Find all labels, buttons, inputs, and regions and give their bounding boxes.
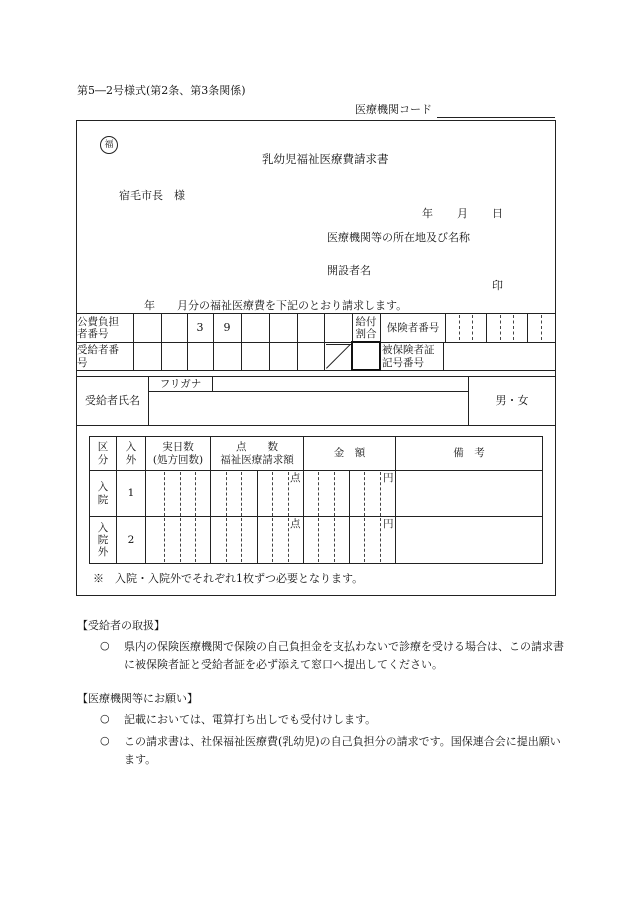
payer-number-label: 公費負担 者番号 — [77, 315, 119, 340]
id-grid-top — [76, 313, 556, 314]
gender-label: 男・女 — [495, 393, 529, 407]
table-note: ※ 入院・入院外でそれぞれ1枚ずつ必要となります。 — [93, 572, 364, 585]
date-year-label: 年 — [422, 207, 433, 220]
institution-note-2-text: この請求書は、社保福祉医療費(乳幼児)の自己負担分の請求です。国保連合会に提出願います。 — [124, 735, 561, 766]
row-outpatient-code: 2 — [127, 533, 135, 546]
id-grid-bottom — [76, 370, 556, 371]
addressee: 宿毛市長 様 — [119, 189, 185, 202]
header-days: 実日数 (処方回数) — [152, 441, 204, 466]
header-nyugai: 入 外 — [125, 441, 137, 466]
form-number: 第5―2号様式(第2条、第3条関係) — [77, 84, 246, 97]
header-remarks: 備 考 — [453, 447, 485, 460]
address-label: 医療機関等の所在地及び名称 — [327, 231, 470, 244]
kyufu-ratio-label: 給付 割合 — [355, 315, 377, 340]
recipient-name-label: 受給者氏名 — [85, 393, 140, 407]
kyufu-ratio-box — [351, 341, 381, 371]
recipient-note-bullet: ○ — [100, 639, 110, 652]
form-title: 乳幼児福祉医療費請求書 — [262, 152, 389, 166]
payer-digit-2: 9 — [223, 320, 231, 334]
fukushi-seal-icon: 福 — [100, 136, 118, 154]
institution-note-1-bullet: ○ — [100, 712, 110, 725]
row-inpatient-kubun: 入 院 — [97, 481, 109, 506]
payer-digit-1: 3 — [196, 320, 204, 334]
recipient-notes-heading: 【受給者の取扱】 — [77, 619, 165, 632]
medical-code-line — [437, 117, 555, 118]
row-outpatient-yen-unit: 円 — [383, 518, 394, 530]
founder-label: 開設者名 — [327, 264, 371, 277]
institution-notes-heading: 【医療機関等にお願い】 — [77, 692, 198, 705]
id-grid-mid — [76, 342, 556, 343]
recipient-number-label: 受給者番 号 — [77, 344, 119, 369]
date-day-label: 日 — [492, 207, 503, 220]
row-inpatient-yen-unit: 円 — [383, 472, 394, 484]
header-points: 点 数 福祉医療請求額 — [220, 441, 294, 466]
insured-card-label: 被保険者証 記号番号 — [382, 344, 435, 369]
request-text: 月分の福祉医療費を下記のとおり請求します。 — [177, 299, 408, 312]
header-kubun: 区 分 — [97, 441, 109, 466]
inkan-label: 印 — [492, 279, 503, 292]
request-year-label: 年 — [144, 299, 155, 312]
institution-note-2-bullet: ○ — [100, 734, 110, 747]
medical-code-label: 医療機関コード — [355, 103, 432, 116]
furigana-label: フリガナ — [159, 377, 202, 390]
header-amount: 金 額 — [333, 447, 366, 460]
row-inpatient-code: 1 — [127, 487, 135, 500]
row-outpatient-point-unit: 点 — [290, 518, 301, 530]
row-outpatient-kubun: 入 院 外 — [97, 521, 109, 559]
institution-note-1-text: 記載においては、電算打ち出しでも受付けします。 — [124, 713, 377, 726]
row-inpatient-point-unit: 点 — [290, 472, 301, 484]
recipient-note-text: 県内の保険医療機関で保険の自己負担金を支払わないで診療を受ける場合は、この請求書に被保険者証と受給者証を必ず添えて窓口へ提出してください。 — [124, 640, 564, 671]
date-month-label: 月 — [457, 207, 468, 220]
insurer-number-label: 保険者番号 — [386, 321, 440, 334]
